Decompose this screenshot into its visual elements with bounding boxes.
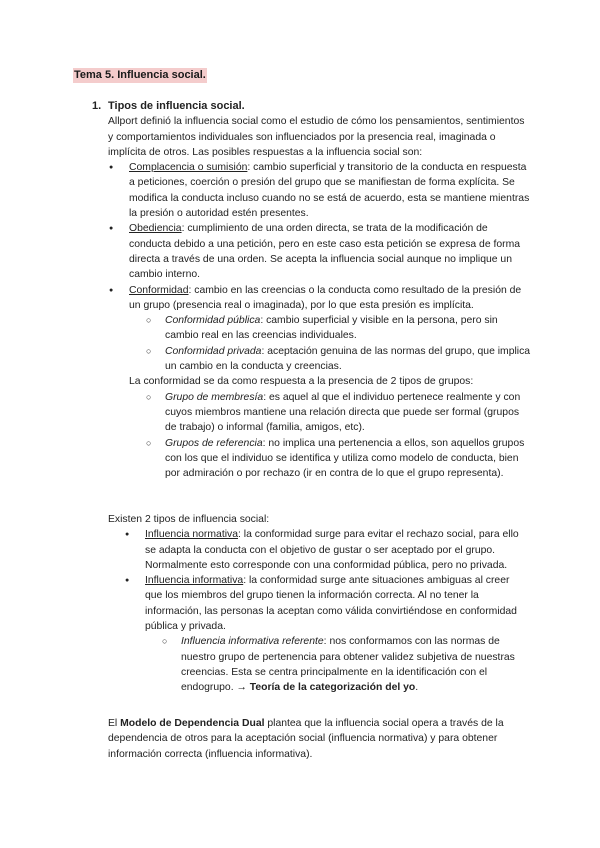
groups-intro: La conformidad se da como respuesta a la presencia de 2 tipos de grupos:: [129, 376, 474, 388]
list-item: ○ Grupo de membresía: es aquel al que el individuo pertenece realmente y con cuyos miembros mantiene una relación directa que puede ser formal (grupos de trabajo) o informal (familia, amigos, etc).: [129, 390, 532, 436]
list-item: ● Complacencia o sumisión: cambio superficial y transitorio de la conducta en respuesta a peticiones, coerción o presión del grupo que se manifiestan de forma explícita. Se modifica la conducta incluso cuando no se está de acuerdo, esta se mantiene mientras la presión o autoridad estén presentes.: [92, 160, 532, 221]
section-number: 1.: [92, 100, 102, 112]
conformity-types-list: [129, 313, 532, 374]
groups-list: [129, 390, 532, 482]
influence-list: [108, 527, 528, 695]
list-item: ● Conformidad: cambio en las creencias o la conducta como resultado de la presión de un grupo (presencia real o imaginada), por lo que esta presión es implícita. ○ Conformidad pública: cambio superficial y visible en la persona, pero sin cambio real en las creencias individuales. ○ Conformidad privada: aceptación genuina de las normas del grupo, que implica un cambio en la conducta y creencias.: [92, 283, 532, 375]
list-item: ○ Conformidad pública: cambio superficial y visible en la persona, pero sin cambio real en las creencias individuales.: [129, 313, 532, 344]
sub-list: [145, 634, 528, 695]
list-item: ● Influencia normativa: la conformidad surge para evitar el rechazo social, para ello se adapta la conducta con el objetivo de gustar o ser aceptado por el grupo. Normalmente esto corresponde con una conformidad pública, pero no privada.: [108, 527, 528, 573]
list-item: ○ Conformidad privada: aceptación genuina de las normas del grupo, que implica un cambio en la conducta y creencias.: [129, 344, 532, 375]
list-item: ○ Grupos de referencia: no implica una pertenencia a ellos, son aquellos grupos con los que el individuo se identifica y utiliza como modelo de conducta, bien por admiración o por rechazo (ir en contra de lo que el grupo representa).: [129, 436, 532, 482]
section-heading: [92, 99, 532, 114]
section-tipos-influencia: [108, 512, 528, 696]
section-intro: Allport definió la influencia social como el estudio de cómo los pensamientos, sentimientos y comportamientos individuales son influenciados por la presencia real, imaginada o implícita de otros. Las posibles respuestas a la influencia social son:: [108, 116, 525, 158]
final-paragraph: El Modelo de Dependencia Dual plantea que la influencia social opera a través de la dependencia de otros para la aceptación social (influencia normativa) y para obtener información correcta (influencia informativa).: [108, 718, 504, 760]
section-tipos: [92, 99, 532, 481]
list-item: ● Obediencia: cumplimiento de una orden directa, se trata de la modificación de conducta debido a una petición, pero en este caso esta petición se expresa de forma directa a través de una orden. Se acepta la influencia social aunque no implique un cambio interno.: [92, 221, 532, 282]
list-item: ○ Influencia informativa referente: nos conformamos con las normas de nuestro grupo de pertenencia para obtener validez subjetiva de nuestras creencias. Esta se centra principalmente en la identificación con el endogrupo. → Teoría de la categorización del yo.: [145, 634, 528, 695]
section2-intro: Existen 2 tipos de influencia social:: [108, 514, 270, 525]
section-heading-text: Tipos de influencia social.: [108, 100, 245, 112]
page-title: Tema 5. Influencia social.: [74, 69, 206, 81]
list-item: ● Influencia informativa: la conformidad surge ante situaciones ambiguas al creer que los miembros del grupo tienen la información correcta. Al no tener la información, las personas la aceptan como válida convirtiéndose en conformidad pública y privada. ○ Influencia informativa referente: nos conformamos con las normas de nuestro grupo de pertenencia para obtener validez subjetiva de nuestras creencias. Esta se centra principalmente en la identificación con el endogrupo. → Teoría de la categorización del yo.: [108, 573, 528, 695]
responses-list: [92, 160, 532, 374]
